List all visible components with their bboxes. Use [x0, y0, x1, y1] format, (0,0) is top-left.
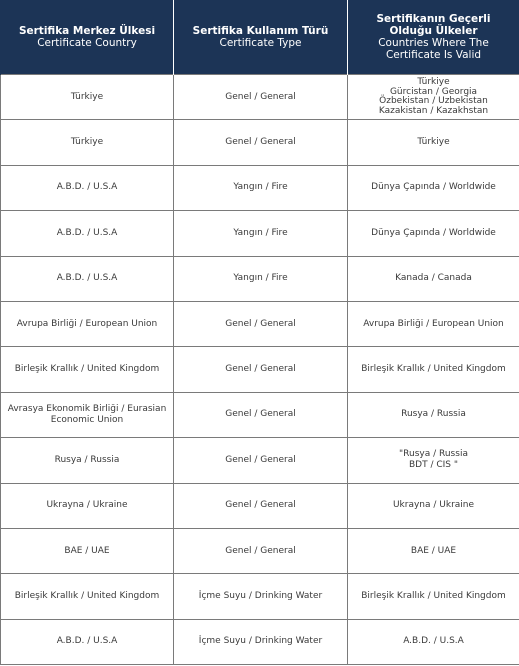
- header-certificate-country: [1, 0, 174, 75]
- cell-valid-countries: [348, 574, 519, 619]
- cell-valid-countries: [348, 165, 519, 210]
- cell-valid-countries: [348, 211, 519, 256]
- table-row: [1, 438, 519, 483]
- cell-valid-countries: [348, 528, 519, 573]
- valid-country-line: A.B.D. / U.S.A: [403, 636, 464, 647]
- valid-country-line: Türkiye: [417, 137, 450, 148]
- table-row: [1, 392, 519, 437]
- cell-certificate-type: Genel / General: [174, 347, 348, 392]
- table-row: [1, 75, 519, 120]
- header-valid-countries: [348, 0, 519, 75]
- table-row: [1, 301, 519, 346]
- cell-valid-countries: [348, 483, 519, 528]
- cell-certificate-type: Genel / General: [174, 528, 348, 573]
- cell-certificate-country: BAE / UAE: [1, 528, 174, 573]
- header-col3-tr-line1: Sertifikanın Geçerli: [376, 13, 491, 25]
- valid-country-line: Özbekistan / Uzbekistan: [379, 96, 488, 107]
- valid-country-line: Ukrayna / Ukraine: [392, 500, 475, 511]
- cell-certificate-type: Genel / General: [174, 392, 348, 437]
- table-row: [1, 256, 519, 301]
- valid-country-line: Birleşik Krallık / United Kingdom: [361, 590, 506, 601]
- header-certificate-type: [174, 0, 348, 75]
- cell-valid-countries: [348, 392, 519, 437]
- cell-certificate-type: Genel / General: [174, 301, 348, 346]
- valid-country-line: Rusya / Russia: [401, 409, 466, 420]
- valid-country-line: BDT / CIS ": [408, 460, 458, 471]
- header-col1-tr: Sertifika Merkez Ülkesi: [18, 25, 156, 37]
- header-col1-en: Certificate Country: [37, 37, 137, 49]
- cell-certificate-country: A.B.D. / U.S.A: [1, 256, 174, 301]
- cell-certificate-country: Avrupa Birliği / European Union: [1, 301, 174, 346]
- cell-certificate-country: A.B.D. / U.S.A: [1, 165, 174, 210]
- cell-certificate-country: Rusya / Russia: [1, 438, 174, 483]
- cell-certificate-country: A.B.D. / U.S.A: [1, 211, 174, 256]
- cell-certificate-type: İçme Suyu / Drinking Water: [174, 619, 348, 664]
- cell-certificate-country: Birleşik Krallık / United Kingdom: [1, 574, 174, 619]
- cell-certificate-type: Genel / General: [174, 483, 348, 528]
- table-row: [1, 528, 519, 573]
- valid-country-line: Dünya Çapında / Worldwide: [371, 227, 496, 238]
- cell-certificate-type: Genel / General: [174, 120, 348, 165]
- cell-valid-countries: [348, 347, 519, 392]
- cell-certificate-type: Genel / General: [174, 75, 348, 120]
- cell-certificate-type: Genel / General: [174, 438, 348, 483]
- valid-country-line: BAE / UAE: [410, 545, 457, 556]
- header-col2-en: Certificate Type: [219, 37, 302, 49]
- valid-country-line: Türkiye: [417, 77, 450, 88]
- cell-valid-countries: [348, 619, 519, 664]
- cell-valid-countries: [348, 438, 519, 483]
- cell-certificate-country: Avrasya Ekonomik Birliği / Eurasian Economic Union: [1, 392, 174, 437]
- cell-certificate-type: Yangın / Fire: [174, 211, 348, 256]
- valid-country-line: Birleşik Krallık / United Kingdom: [361, 364, 506, 375]
- cell-valid-countries: [348, 120, 519, 165]
- cell-certificate-country: Ukrayna / Ukraine: [1, 483, 174, 528]
- cell-certificate-country: A.B.D. / U.S.A: [1, 619, 174, 664]
- cell-certificate-country: Türkiye: [1, 120, 174, 165]
- table-row: [1, 120, 519, 165]
- valid-country-line: Dünya Çapında / Worldwide: [371, 182, 496, 193]
- cell-valid-countries: [348, 256, 519, 301]
- cell-certificate-country: Türkiye: [1, 75, 174, 120]
- table-row: [1, 574, 519, 619]
- valid-country-line: Gürcistan / Georgia: [389, 86, 478, 97]
- table-row: [1, 165, 519, 210]
- table-row: [1, 347, 519, 392]
- header-col2-tr: Sertifika Kullanım Türü: [192, 25, 329, 37]
- valid-country-line: Kazakistan / Kazakhstan: [378, 105, 489, 116]
- header-col3-en-line2: Certificate Is Valid: [385, 49, 482, 61]
- table-row: [1, 619, 519, 664]
- header-col3-en-line1: Countries Where The: [378, 37, 489, 49]
- table-row: [1, 211, 519, 256]
- header-col3-tr-line2: Olduğu Ülkeler: [389, 25, 478, 37]
- cell-certificate-country: Birleşik Krallık / United Kingdom: [1, 347, 174, 392]
- valid-country-line: Avrupa Birliği / European Union: [363, 318, 504, 329]
- cell-certificate-type: İçme Suyu / Drinking Water: [174, 574, 348, 619]
- cell-valid-countries: [348, 75, 519, 120]
- table-row: [1, 483, 519, 528]
- table-body: [1, 75, 519, 665]
- valid-country-line: "Rusya / Russia: [399, 449, 468, 460]
- header-row: [1, 0, 519, 75]
- valid-country-line: Kanada / Canada: [395, 273, 472, 284]
- cell-certificate-type: Yangın / Fire: [174, 256, 348, 301]
- table-header: [1, 0, 519, 75]
- cell-valid-countries: [348, 301, 519, 346]
- cell-certificate-type: Yangın / Fire: [174, 165, 348, 210]
